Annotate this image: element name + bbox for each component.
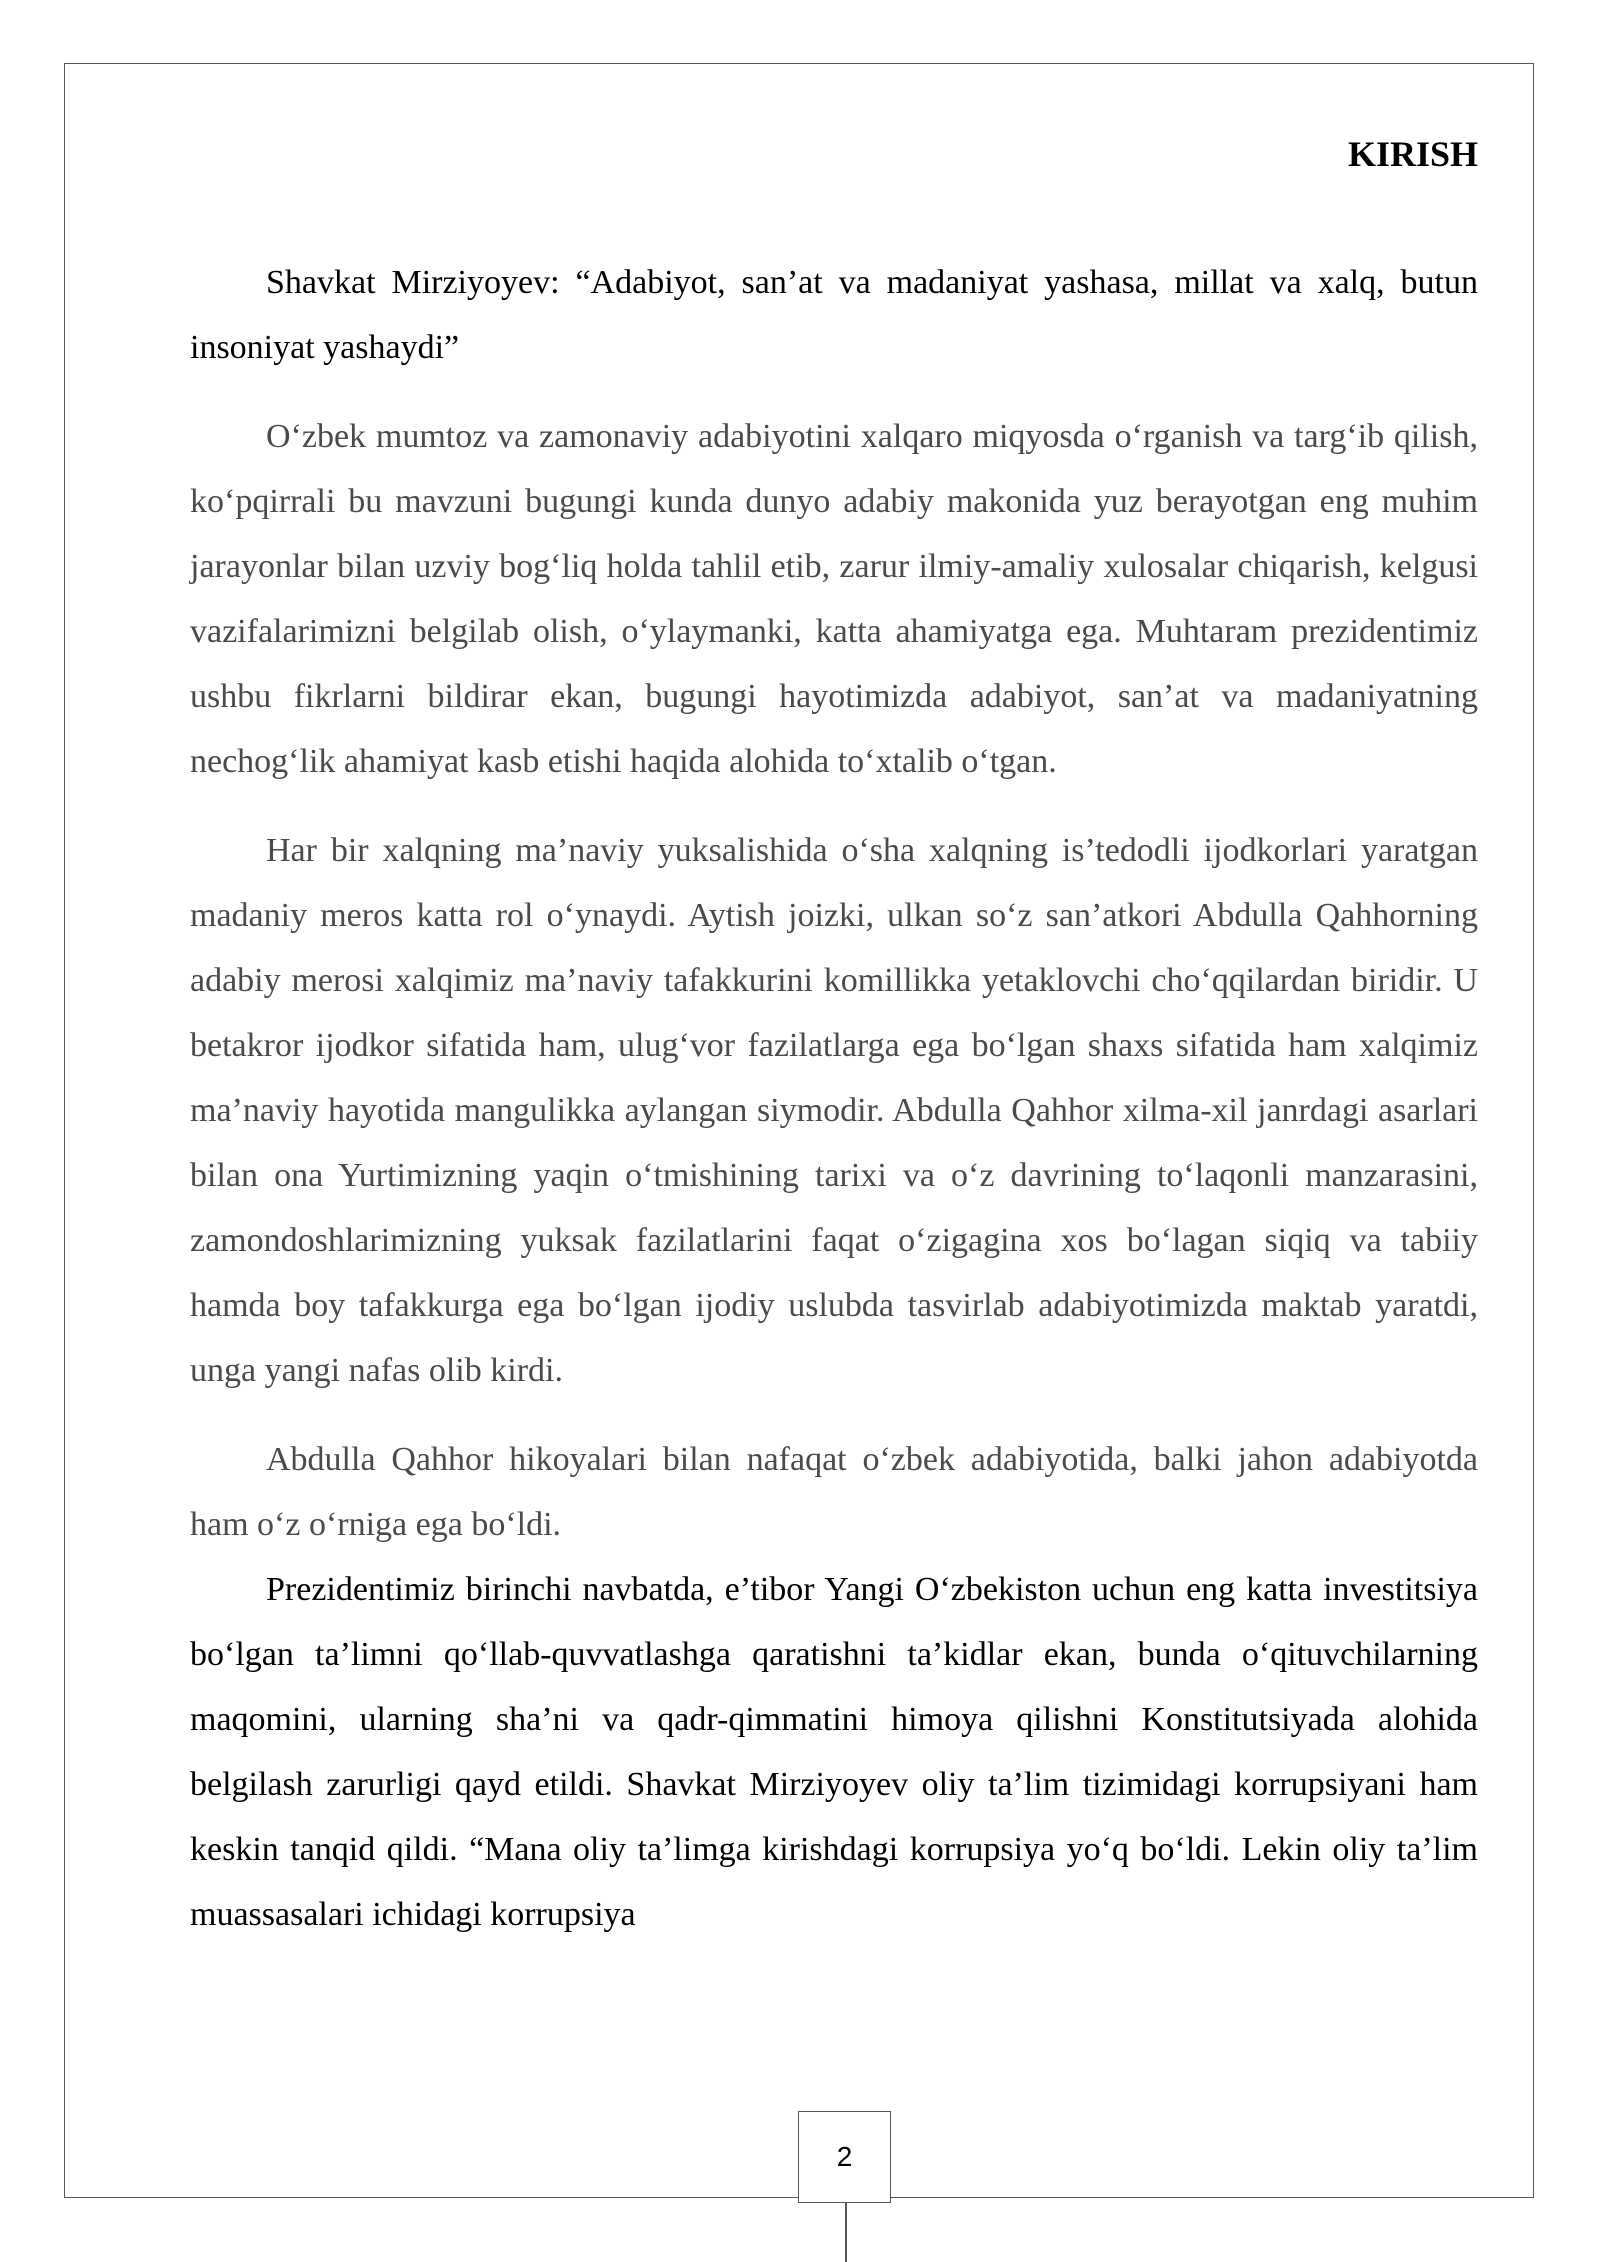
paragraph-stories: Abdulla Qahhor hikoyalari bilan nafaqat o‘zbek adabiyotida, balki jahon adabiyotda ham o‘z o‘rniga ega bo‘ldi. (190, 1441, 1478, 1543)
page-number: 2 (798, 2111, 891, 2203)
document-body (190, 130, 1478, 1971)
page-number-connector (845, 2203, 847, 2262)
paragraph-intro: O‘zbek mumtoz va zamonaviy adabiyotini xalqaro miqyosda o‘rganish va targ‘ib qilish, ko‘pqirrali bu mavzuni bugungi kunda dunyo adabiy makonida yuz berayotgan eng muhim jarayonlar bilan uzviy bog‘liq holda tahlil etib, zarur ilmiy-amaliy xulosalar chiqarish, kelgusi vazifalarimizni belgilab olish, o‘ylaymanki, katta ahamiyatga ega. Muhtaram prezidentimiz ushbu fikrlarni bildirar ekan, bugungi hayotimizda adabiyot, san’at va madaniyatning nechog‘lik ahamiyat kasb etishi haqida alohida to‘xtalib o‘tgan. (190, 418, 1478, 780)
document-heading: KIRISH (1347, 134, 1478, 174)
paragraph-quote: Shavkat Mirziyoyev: “Adabiyot, san’at va madaniyat yashasa, millat va xalq, butun insoniyat yashaydi” (190, 264, 1478, 366)
paragraph-education: Prezidentimiz birinchi navbatda, e’tibor Yangi O‘zbekiston uchun eng katta investitsiya bo‘lgan ta’limni qo‘llab-quvvatlashga qaratishni ta’kidlar ekan, bunda o‘qituvchilarning maqomini, ularning sha’ni va qadr-qimmatini himoya qilishni Konstitutsiyada alohida belgilash zarurligi qayd etildi. Shavkat Mirziyoyev oliy ta’lim tizimidagi korrupsiyani ham keskin tanqid qildi. “Mana oliy ta’limga kirishdagi korrupsiya yo‘q bo‘ldi. Lekin oliy ta’lim muassasalari ichidagi korrupsiya (190, 1571, 1478, 1933)
paragraph-heritage: Har bir xalqning ma’naviy yuksalishida o‘sha xalqning is’tedodli ijodkorlari yaratgan madaniy meros katta rol o‘ynaydi. Aytish joizki, ulkan so‘z san’atkori Abdulla Qahhorning adabiy merosi xalqimiz ma’naviy tafakkurini komillikka yetaklovchi cho‘qqilardan biridir. U betakror ijodkor sifatida ham, ulug‘vor fazilatlarga ega bo‘lgan shaxs sifatida ham xalqimiz ma’naviy hayotida mangulikka aylangan siymodir. Abdulla Qahhor xilma-xil janrdagi asarlari bilan ona Yurtimizning yaqin o‘tmishining tarixi va o‘z davrining to‘laqonli manzarasini, zamondoshlarimizning yuksak fazilatlarini faqat o‘zigagina xos bo‘lagan siqiq va tabiiy hamda boy tafakkurga ega bo‘lgan ijodiy uslubda tasvirlab adabiyotimizda maktab yaratdi, unga yangi nafas olib kirdi. (190, 832, 1478, 1389)
